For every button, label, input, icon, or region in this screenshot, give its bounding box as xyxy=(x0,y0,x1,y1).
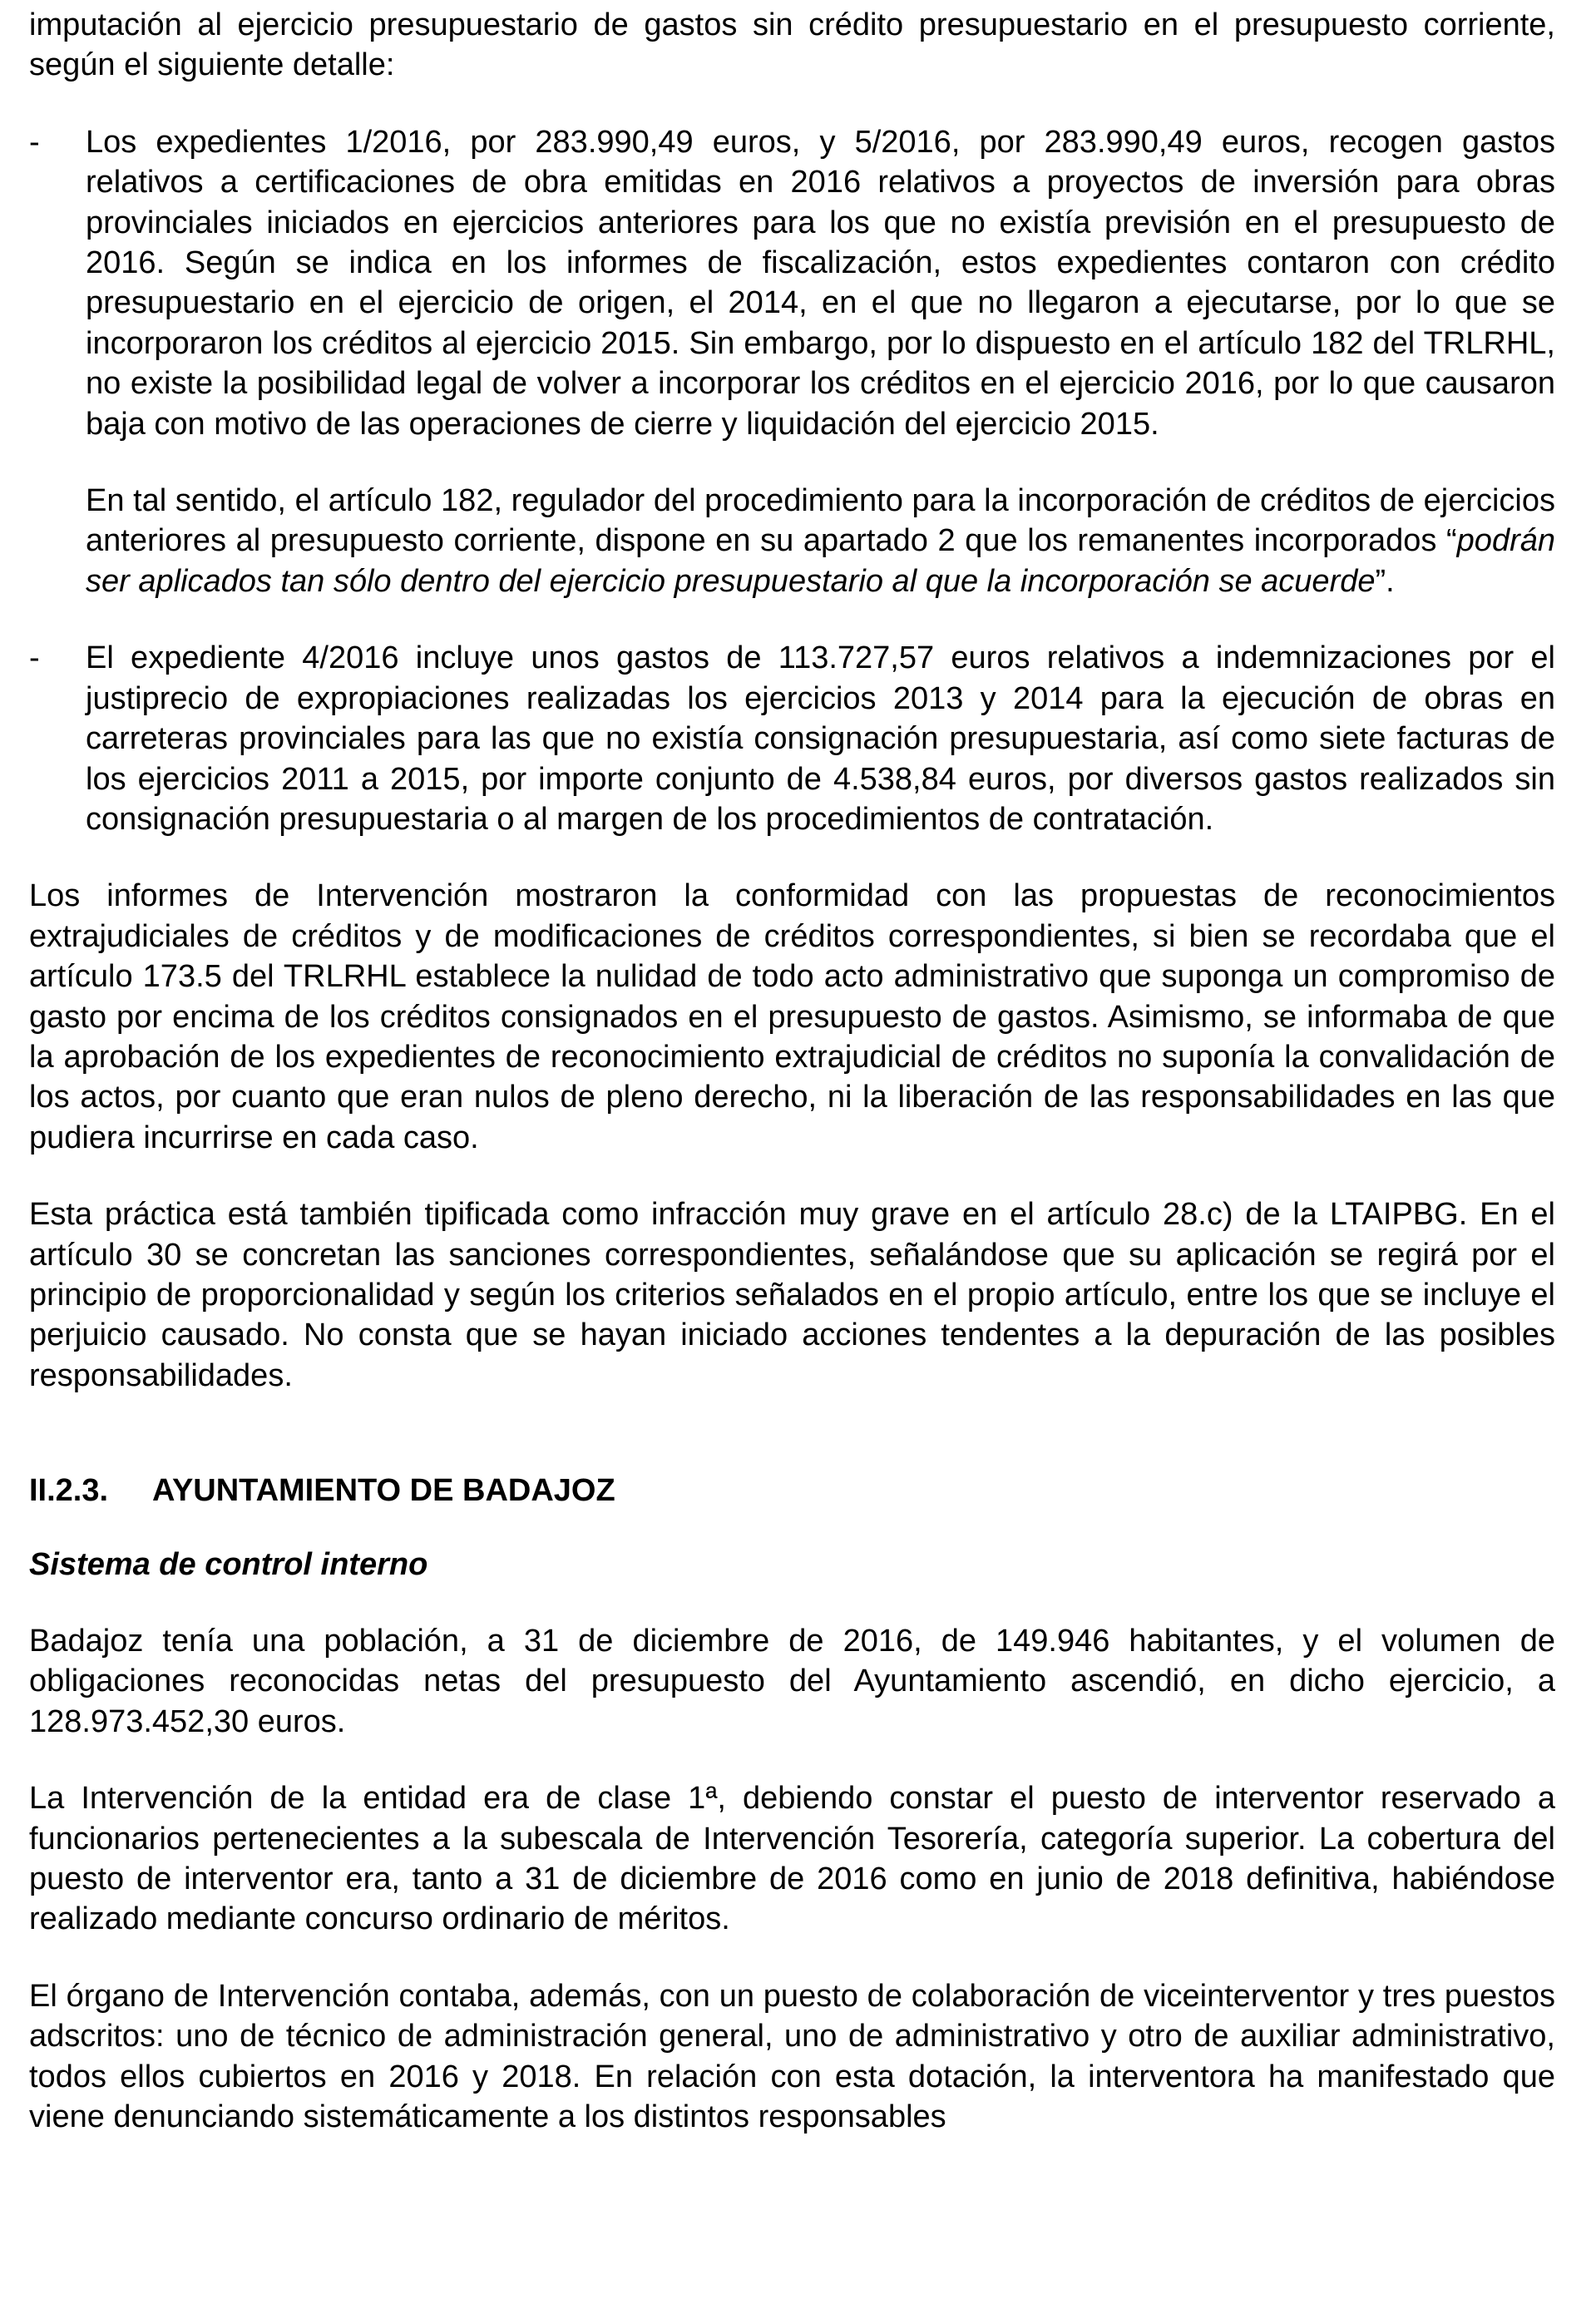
section-title: AYUNTAMIENTO DE BADAJOZ xyxy=(152,1473,615,1509)
paragraph-poblacion: Badajoz tenía una población, a 31 de diciembre de 2016, de 149.946 habitantes, y el volumen de obligaciones reconocidas netas del presupuesto del Ayuntamiento ascendió, en dicho ejercicio, a 128.973.452,30 euros. xyxy=(29,1624,1555,1739)
list-item-text: Los expedientes 1/2016, por 283.990,49 euros, y 5/2016, por 283.990,49 euros, recogen gastos relativos a certificaciones de obra emitidas en 2016 relativos a proyectos de inversión para obras provinciales iniciados en ejercicios anteriores para los que no existía previsión en el presupuesto de 2016. Según se indica en los informes de fiscalización, estos expedientes contaron con crédito presupuestario en el ejercicio de origen, el 2014, en el que no llegaron a ejecutarse, por lo que se incorporaron los créditos al ejercicio 2015. Sin embargo, por lo dispuesto en el artículo 182 del TRLRHL, no existe la posibilidad legal de volver a incorporar los créditos en el ejercicio 2016, por lo que causaron baja con motivo de las operaciones de cierre y liquidación del ejercicio 2015. xyxy=(86,124,1555,442)
followup-quote: podrán ser aplicados tan sólo dentro del ejercicio presupuestario al que la incorporación se acuerde xyxy=(86,523,1555,599)
paragraph-clase: La Intervención de la entidad era de clase 1ª, debiendo constar el puesto de interventor reservado a funcionarios pertenecientes a la subescala de Intervención Tesorería, categoría superior. La cobertura del puesto de interventor era, tanto a 31 de diciembre de 2016 como en junio de 2018 definitiva, habiéndose realizado mediante concurso ordinario de méritos. xyxy=(29,1781,1555,1937)
intro-paragraph: imputación al ejercicio presupuestario de gastos sin crédito presupuestario en el presupuesto corriente, según el siguiente detalle: xyxy=(29,7,1555,83)
list-item xyxy=(29,122,1555,601)
list-item-followup xyxy=(86,481,1555,601)
followup-end: ”. xyxy=(1375,563,1395,599)
list-bullet: - xyxy=(29,640,40,676)
list-item-text: El expediente 4/2016 incluye unos gastos de 113.727,57 euros relativos a indemnizaciones por el justiprecio de expropiaciones realizadas los ejercicios 2013 y 2014 para la ejecución de obras en carreteras provinciales para las que no existía consignación presupuestaria, así como siete facturas de los ejercicios 2011 a 2015, por importe conjunto de 4.538,84 euros, por diversos gastos realizados sin consignación presupuestaria o al margen de los procedimientos de contratación. xyxy=(86,640,1555,837)
list-item xyxy=(29,638,1555,839)
paragraph-practica: Esta práctica está también tipificada como infracción muy grave en el artículo 28.c) de la LTAIPBG. En el artículo 30 se concretan las sanciones correspondientes, señalándose que su aplicación se regirá por el principio de proporcionalidad y según los criterios señalados en el propio artículo, entre los que se incluye el perjuicio causado. No consta que se hayan iniciado acciones tendentes a la depuración de las posibles responsabilidades. xyxy=(29,1197,1555,1393)
list-bullet: - xyxy=(29,124,40,160)
followup-text: En tal sentido, el artículo 182, regulador del procedimiento para la incorporación de créditos de ejercicios anteriores al presupuesto corriente, dispone en su apartado 2 que los remanentes incorporados “ xyxy=(86,483,1555,559)
paragraph-organo: El órgano de Intervención contaba, además, con un puesto de colaboración de viceinterventor y tres puestos adscritos: uno de técnico de administración general, uno de administrativo y otro de auxiliar administrativo, todos ellos cubiertos en 2016 y 2018. En relación con esta dotación, la interventora ha manifestado que viene denunciando sistemáticamente a los distintos responsables xyxy=(29,1978,1555,2135)
subsection-heading: Sistema de control interno xyxy=(29,1546,428,1582)
section-number: II.2.3. xyxy=(29,1473,109,1509)
document-page xyxy=(29,5,1555,2137)
section-heading xyxy=(29,1471,1555,1510)
paragraph-intervencion: Los informes de Intervención mostraron la conformidad con las propuestas de reconocimientos extrajudiciales de créditos y de modificaciones de créditos correspondientes, si bien se recordaba que el artículo 173.5 del TRLRHL establece la nulidad de todo acto administrativo que suponga un compromiso de gasto por encima de los créditos consignados en el presupuesto de gastos. Asimismo, se informaba de que la aprobación de los expedientes de reconocimiento extrajudicial de créditos no suponía la convalidación de los actos, por cuanto que eran nulos de pleno derecho, ni la liberación de las responsabilidades en las que pudiera incurrirse en cada caso. xyxy=(29,878,1555,1155)
